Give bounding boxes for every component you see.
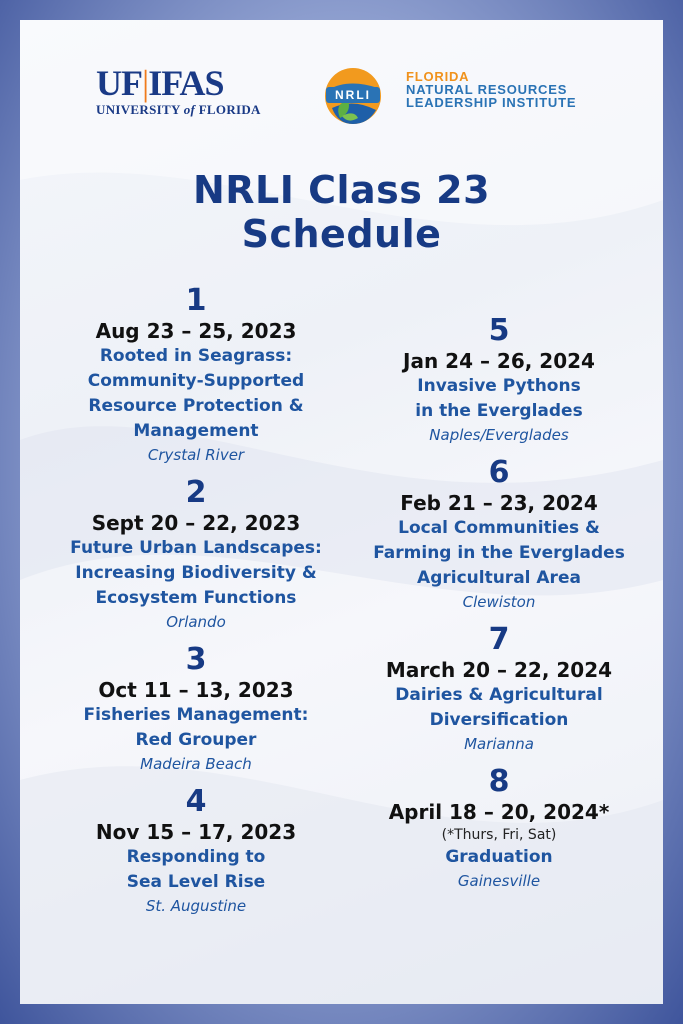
session-date: April 18 – 20, 2024* [388,800,610,824]
session-number: 5 [488,313,510,348]
session-block [356,623,642,755]
session-location: Madeira Beach [140,755,252,773]
session-block [46,476,346,633]
poster-panel [20,20,663,1004]
session-location: Orlando [166,613,226,631]
session-topic-line: Future Urban Landscapes: [70,538,322,558]
session-number: 4 [185,784,207,819]
session-date: Nov 15 – 17, 2023 [95,820,297,844]
session-location: Gainesville [457,872,541,890]
session-note: (*Thurs, Fri, Sat) [441,827,557,843]
session-topic-line: Ecosystem Functions [95,588,297,608]
uf-ifas-logo [96,64,261,118]
session-topic-line: Community-Supported [87,371,305,391]
session-topic-line: Sea Level Rise [126,872,266,892]
session-topic-line: in the Everglades [415,401,583,421]
session-number: 2 [185,475,207,510]
svg-text:NRLI: NRLI [335,88,371,102]
session-block [46,643,346,775]
session-location: Clewiston [462,593,536,611]
session-location: Naples/Everglades [429,426,569,444]
session-date: Aug 23 – 25, 2023 [95,319,297,343]
session-topic-line: Farming in the Everglades [373,543,625,563]
session-topic-line: Local Communities & [398,518,600,538]
session-topic-line: Fisheries Management: [83,705,309,725]
logo-bar [20,60,663,140]
session-number: 7 [488,622,510,657]
session-topic-line: Agricultural Area [417,568,581,588]
session-topic-line: Red Grouper [135,730,257,750]
session-topic-line: Responding to [126,847,266,867]
session-date: Sept 20 – 22, 2023 [91,511,301,535]
nrli-wordmark: FLORIDA NATURAL RESOURCES LEADERSHIP INSTITUTE [406,69,577,110]
session-date: Feb 21 – 23, 2024 [400,491,598,515]
session-date: March 20 – 22, 2024 [385,658,613,682]
session-topic-line: Management [133,421,259,441]
uf-subtitle: UNIVERSITY of FLORIDA [96,102,261,117]
session-location: Marianna [464,735,534,753]
session-location: Crystal River [147,446,245,464]
session-number: 6 [488,455,510,490]
page-title: NRLI Class 23 Schedule [192,168,491,256]
nrli-logo-icon [318,60,388,130]
schedule-column-left [46,284,346,927]
session-topic-line: Invasive Pythons [417,376,581,396]
uf-ifas-wordmark: UF|IFAS [96,63,224,103]
session-number: 8 [488,764,510,799]
session-date: Jan 24 – 26, 2024 [403,349,595,373]
session-topic-line: Dairies & Agricultural [395,685,603,705]
session-block [46,284,346,466]
session-topic-line: Graduation [445,847,553,867]
session-date: Oct 11 – 13, 2023 [98,678,294,702]
session-topic-line: Rooted in Seagrass: [99,346,293,366]
schedule-column-right [356,314,642,902]
session-location: St. Augustine [145,897,247,915]
session-block [46,785,346,917]
session-topic-line: Diversification [429,710,569,730]
session-block [356,456,642,613]
session-number: 1 [185,283,207,318]
session-topic-line: Resource Protection & [88,396,304,416]
session-topic-line: Increasing Biodiversity & [75,563,317,583]
session-block [356,314,642,446]
session-number: 3 [185,642,207,677]
session-block [356,765,642,892]
